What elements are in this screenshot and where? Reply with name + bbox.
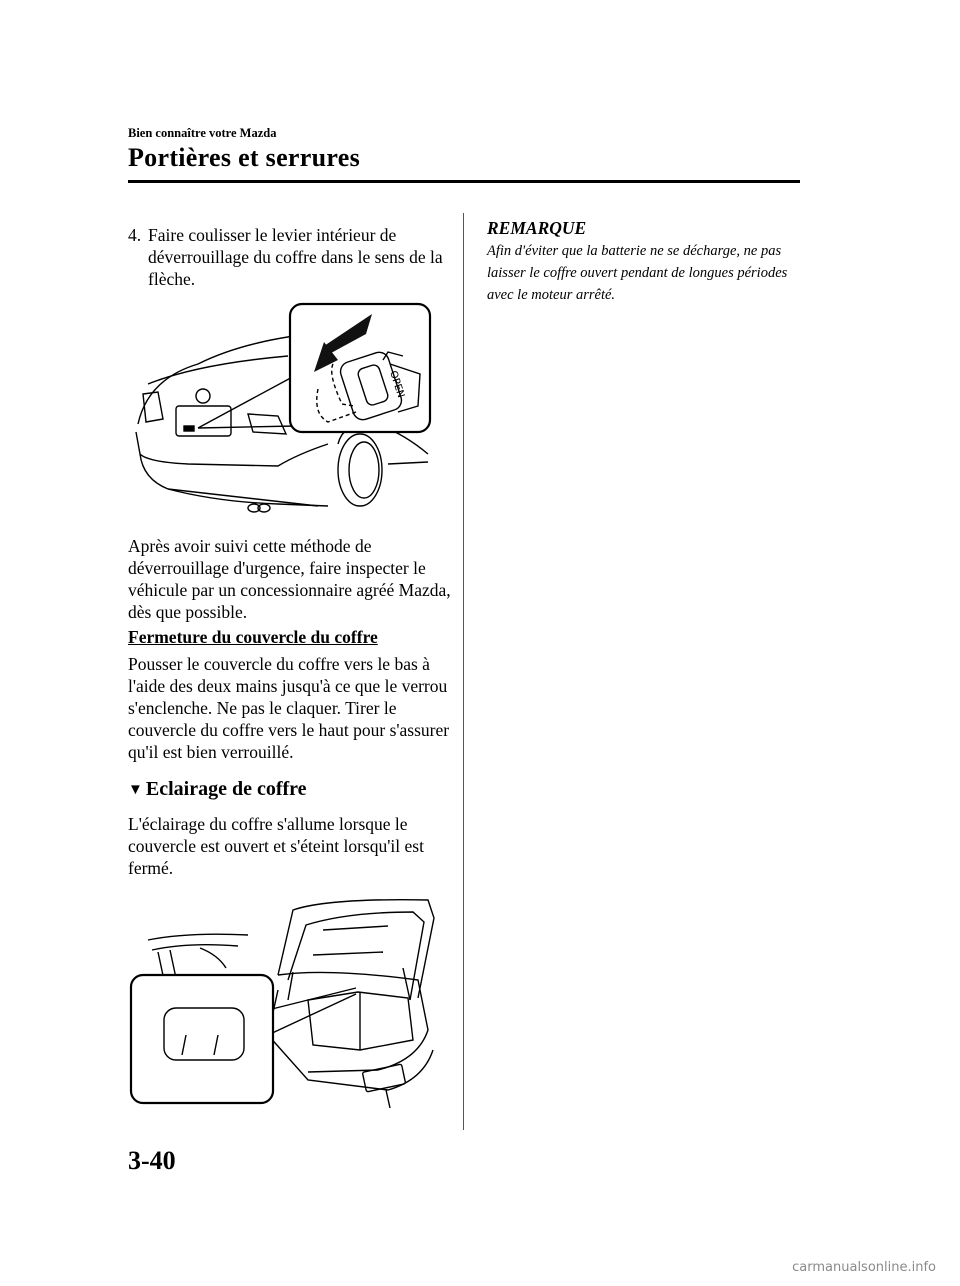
emergency-unlock-paragraph: Après avoir suivi cette méthode de déverrouillage d'urgence, faire inspecter le véhicule par un concessionnaire agréé Mazda, dès que possible. (128, 536, 451, 622)
page-number: 3-40 (128, 1146, 176, 1175)
column-divider (463, 213, 464, 1130)
note-text: Afin d'éviter que la batterie ne se décharge, ne pas laisser le coffre ouvert pendant de longues périodes avec le moteur arrêté. (487, 243, 788, 303)
open-label: OPEN (387, 369, 407, 400)
trunk-light-heading-text: Eclairage de coffre (145, 778, 307, 800)
triangle-down-icon: ▼ (128, 782, 143, 798)
trunk-light-paragraph: L'éclairage du coffre s'allume lorsque le couvercle est ouvert et s'éteint lorsqu'il est fermé. (128, 814, 424, 878)
trunk-light-heading (128, 778, 307, 801)
trunk-release-lever-illustration (128, 294, 438, 524)
step-number: 4. (128, 225, 142, 245)
note-heading: REMARQUE (487, 218, 587, 238)
closing-heading: Fermeture du couvercle du coffre (128, 627, 378, 647)
watermark: carmanualsonline.info (792, 1260, 936, 1275)
page-title: Portières et serrures (128, 143, 360, 172)
title-rule (128, 180, 800, 183)
step-4 (128, 224, 448, 290)
closing-paragraph: Pousser le couvercle du coffre vers le bas à l'aide des deux mains jusqu'à ce que le verrou s'enclenche. Ne pas le claquer. Tirer le couvercle du coffre vers le haut pour s'assurer qu'il est bien verrouillé. (128, 654, 450, 762)
section-label: Bien connaître votre Mazda (128, 126, 277, 140)
step-text: Faire coulisser le levier intérieur de déverrouillage du coffre dans le sens de la flèche. (148, 225, 443, 289)
trunk-light-illustration (128, 890, 438, 1112)
